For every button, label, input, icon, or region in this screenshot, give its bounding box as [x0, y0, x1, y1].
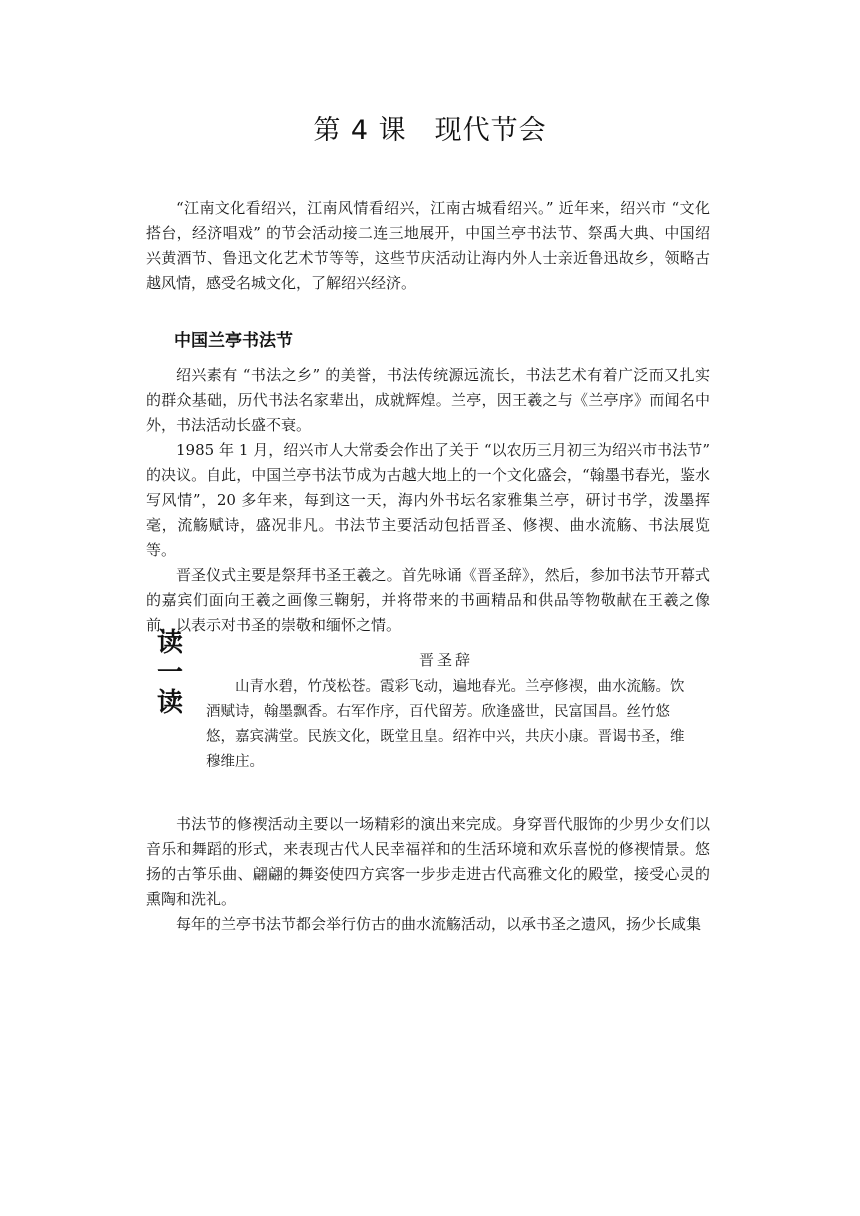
- section-paragraph: 1985 年 1 月，绍兴市人大常委会作出了关于 “以农历三月初三为绍兴市书法节” 的决议。自此，中国兰亭书法节成为古越大地上的一个文化盛会，“翰墨书春光，鉴水写风情”，20 多年来，每到这一天，海内外书坛名家雅集兰亭，研讨书学，泼墨挥毫，流觞赋诗，盛况非凡。书法节主要活动包括晋圣、修禊、曲水流觞、书法展览等。: [146, 441, 710, 559]
- poem-title: 晋圣辞: [418, 651, 473, 669]
- section-heading: 中国兰亭书法节: [174, 331, 293, 351]
- read-label-char: 一: [156, 658, 183, 688]
- section-body: [146, 363, 710, 638]
- closing-paragraph: 每年的兰亭书法节都会举行仿古的曲水流觞活动，以承书圣之遗风，扬少长咸集: [176, 915, 702, 933]
- section-paragraph: 绍兴素有 “书法之乡” 的美誉，书法传统源远流长，书法艺术有着广泛而又扎实的群众基础，历代书法名家辈出，成就辉煌。兰亭，因王羲之与《兰亭序》而闻名中外，书法活动长盛不衰。: [146, 366, 710, 434]
- poem-block: [206, 648, 686, 775]
- intro-paragraph: “江南文化看绍兴，江南风情看绍兴，江南古城看绍兴。” 近年来，绍兴市 “文化搭台，经济唱戏” 的节会活动接二连三地展开，中国兰亭书法节、祭禹大典、中国绍兴黄酒节、鲁迅文化艺术节等等，这些节庆活动让海内外人士亲近鲁迅故乡，领略古越风情，感受名城文化，了解绍兴经济。: [146, 199, 710, 292]
- read-aloud-label: [150, 628, 190, 718]
- read-label-char: 读: [156, 628, 183, 658]
- section-paragraph: 晋圣仪式主要是祭拜书圣王羲之。首先咏诵《晋圣辞》，然后，参加书法节开幕式的嘉宾们面向王羲之画像三鞠躬，并将带来的书画精品和供品等物敬献在王羲之像前，以表示对书圣的崇敬和缅怀之情。: [146, 566, 710, 634]
- lesson-title: 第 4 课 现代节会: [313, 115, 547, 146]
- closing-paragraph: 书法节的修禊活动主要以一场精彩的演出来完成。身穿晋代服饰的少男少女们以音乐和舞蹈的形式，来表现古代人民幸福祥和的生活环境和欢乐喜悦的修禊情景。悠扬的古筝乐曲、翩翩的舞姿使四方宾客一步步走进古代高雅文化的殿堂，接受心灵的熏陶和洗礼。: [146, 815, 710, 908]
- poem-body: 山青水碧，竹茂松苍。霞彩飞动，遍地春光。兰亭修禊，曲水流觞。饮酒赋诗，翰墨飘香。右军作序，百代留芳。欣逢盛世，民富国昌。丝竹悠悠，嘉宾满堂。民族文化，既堂且皇。绍祚中兴，共庆小康。晋谒书圣，维穆维庄。: [206, 679, 685, 770]
- read-label-char: 读: [156, 688, 183, 718]
- closing-body: [146, 812, 710, 937]
